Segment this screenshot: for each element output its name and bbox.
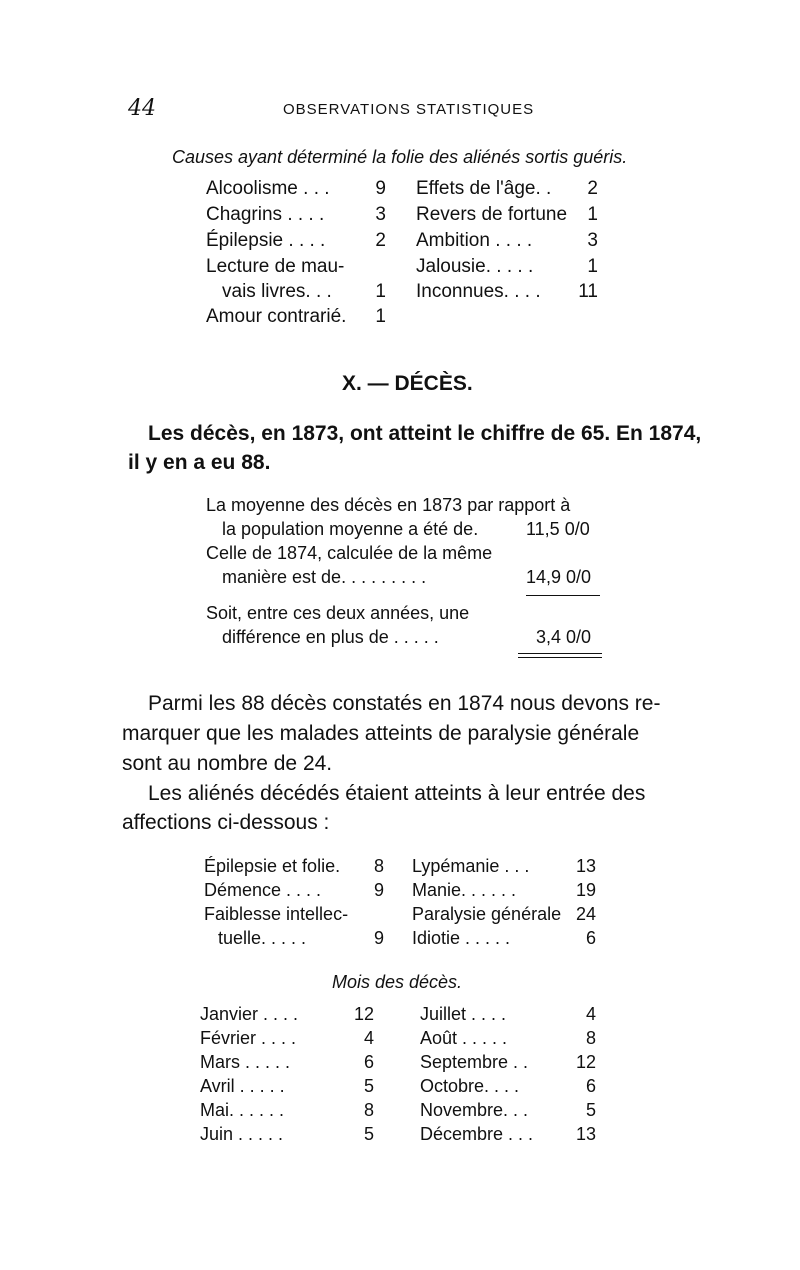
cause-value: 2 <box>375 230 386 251</box>
month-value: 6 <box>363 1052 374 1072</box>
affection-label: Démence . . . . <box>204 880 322 900</box>
paragraph-line: sont au nombre de 24. <box>122 752 333 775</box>
cause-value: 1 <box>587 256 598 277</box>
month-label: Mars . . . . . <box>200 1052 291 1072</box>
affection-label: Manie. . . . . . <box>412 880 517 900</box>
month-value: 6 <box>585 1076 596 1096</box>
cause-value: 1 <box>375 281 386 302</box>
page-number: 44 <box>128 96 156 121</box>
paragraph-line: Parmi les 88 décès constatés en 1874 nous devons re- <box>148 692 661 715</box>
cause-value: 2 <box>587 178 598 199</box>
paragraph-line: il y en a eu 88. <box>128 451 271 474</box>
month-label: Mai. . . . . . <box>200 1100 285 1120</box>
causes-table-title: Causes ayant déterminé la folie des aliénés sortis guéris. <box>172 147 628 167</box>
affection-value: 24 <box>575 904 596 924</box>
double-rule-top <box>518 653 602 654</box>
month-label: Février . . . . <box>200 1028 297 1048</box>
cause-label: Épilepsie . . . . <box>206 230 326 251</box>
cause-label: Ambition . . . . <box>416 230 533 251</box>
month-label: Juin . . . . . <box>200 1124 284 1144</box>
average-line: La moyenne des décès en 1873 par rapport à <box>206 495 571 515</box>
cause-value: 3 <box>375 204 386 225</box>
cause-label: Amour contrarié. <box>206 306 347 327</box>
affection-value: 19 <box>575 880 596 900</box>
affection-label: Paralysie générale <box>412 904 562 924</box>
month-label: Septembre . . <box>420 1052 529 1072</box>
average-line: différence en plus de . . . . . <box>222 627 439 647</box>
affection-label: tuelle. . . . . <box>218 928 307 948</box>
average-line: la population moyenne a été de. <box>222 519 479 539</box>
affection-label: Idiotie . . . . . <box>412 928 511 948</box>
month-label: Juillet . . . . <box>420 1004 507 1024</box>
affection-value: 13 <box>575 856 596 876</box>
sum-rule <box>526 595 600 596</box>
month-value: 12 <box>575 1052 596 1072</box>
cause-label: Revers de fortune <box>416 204 568 225</box>
cause-label: Effets de l'âge. . <box>416 178 552 199</box>
average-value: 14,9 0/0 <box>526 567 592 587</box>
cause-value: 1 <box>587 204 598 225</box>
cause-label: vais livres. . . <box>222 281 332 302</box>
average-line: Soit, entre ces deux années, une <box>206 603 470 623</box>
months-table-title: Mois des décès. <box>332 972 463 992</box>
affection-value: 9 <box>373 880 384 900</box>
paragraph-line: Les décès, en 1873, ont atteint le chiffre de 65. En 1874, <box>148 422 702 445</box>
affection-label: Lypémanie . . . <box>412 856 530 876</box>
cause-value: 1 <box>375 306 386 327</box>
month-label: Novembre. . . <box>420 1100 529 1120</box>
paragraph-line: Les aliénés décédés étaient atteints à leur entrée des <box>148 782 646 805</box>
month-value: 5 <box>363 1124 374 1144</box>
month-value: 4 <box>363 1028 374 1048</box>
average-line: manière est de. . . . . . . . . <box>222 567 427 587</box>
paragraph-line: marquer que les malades atteints de paralysie générale <box>122 722 640 745</box>
month-value: 5 <box>585 1100 596 1120</box>
affection-value: 6 <box>585 928 596 948</box>
cause-value: 11 <box>578 281 598 302</box>
affection-label: Épilepsie et folie. <box>204 856 341 876</box>
double-rule-bottom <box>518 657 602 658</box>
affection-label: Faiblesse intellec- <box>204 904 349 924</box>
month-label: Octobre. . . . <box>420 1076 520 1096</box>
average-value: 3,4 0/0 <box>536 627 592 647</box>
average-line: Celle de 1874, calculée de la même <box>206 543 493 563</box>
cause-label: Alcoolisme . . . <box>206 178 330 199</box>
running-title: OBSERVATIONS STATISTIQUES <box>283 101 535 118</box>
month-value: 8 <box>585 1028 596 1048</box>
month-value: 13 <box>575 1124 596 1144</box>
month-label: Août . . . . . <box>420 1028 508 1048</box>
cause-label: Chagrins . . . . <box>206 204 325 225</box>
month-label: Janvier . . . . <box>200 1004 299 1024</box>
affection-value: 9 <box>373 928 384 948</box>
average-value: 11,5 0/0 <box>526 519 590 539</box>
month-label: Décembre . . . <box>420 1124 534 1144</box>
cause-label: Jalousie. . . . . <box>416 256 534 277</box>
paragraph-line: affections ci-dessous : <box>122 811 330 834</box>
section-heading: X. — DÉCÈS. <box>342 372 473 395</box>
month-value: 5 <box>363 1076 374 1096</box>
month-label: Avril . . . . . <box>200 1076 285 1096</box>
cause-label: Lecture de mau- <box>206 256 345 277</box>
cause-value: 9 <box>375 178 386 199</box>
month-value: 8 <box>363 1100 374 1120</box>
affection-value: 8 <box>373 856 384 876</box>
cause-value: 3 <box>587 230 598 251</box>
month-value: 4 <box>585 1004 596 1024</box>
cause-label: Inconnues. . . . <box>416 281 541 302</box>
month-value: 12 <box>353 1004 374 1024</box>
